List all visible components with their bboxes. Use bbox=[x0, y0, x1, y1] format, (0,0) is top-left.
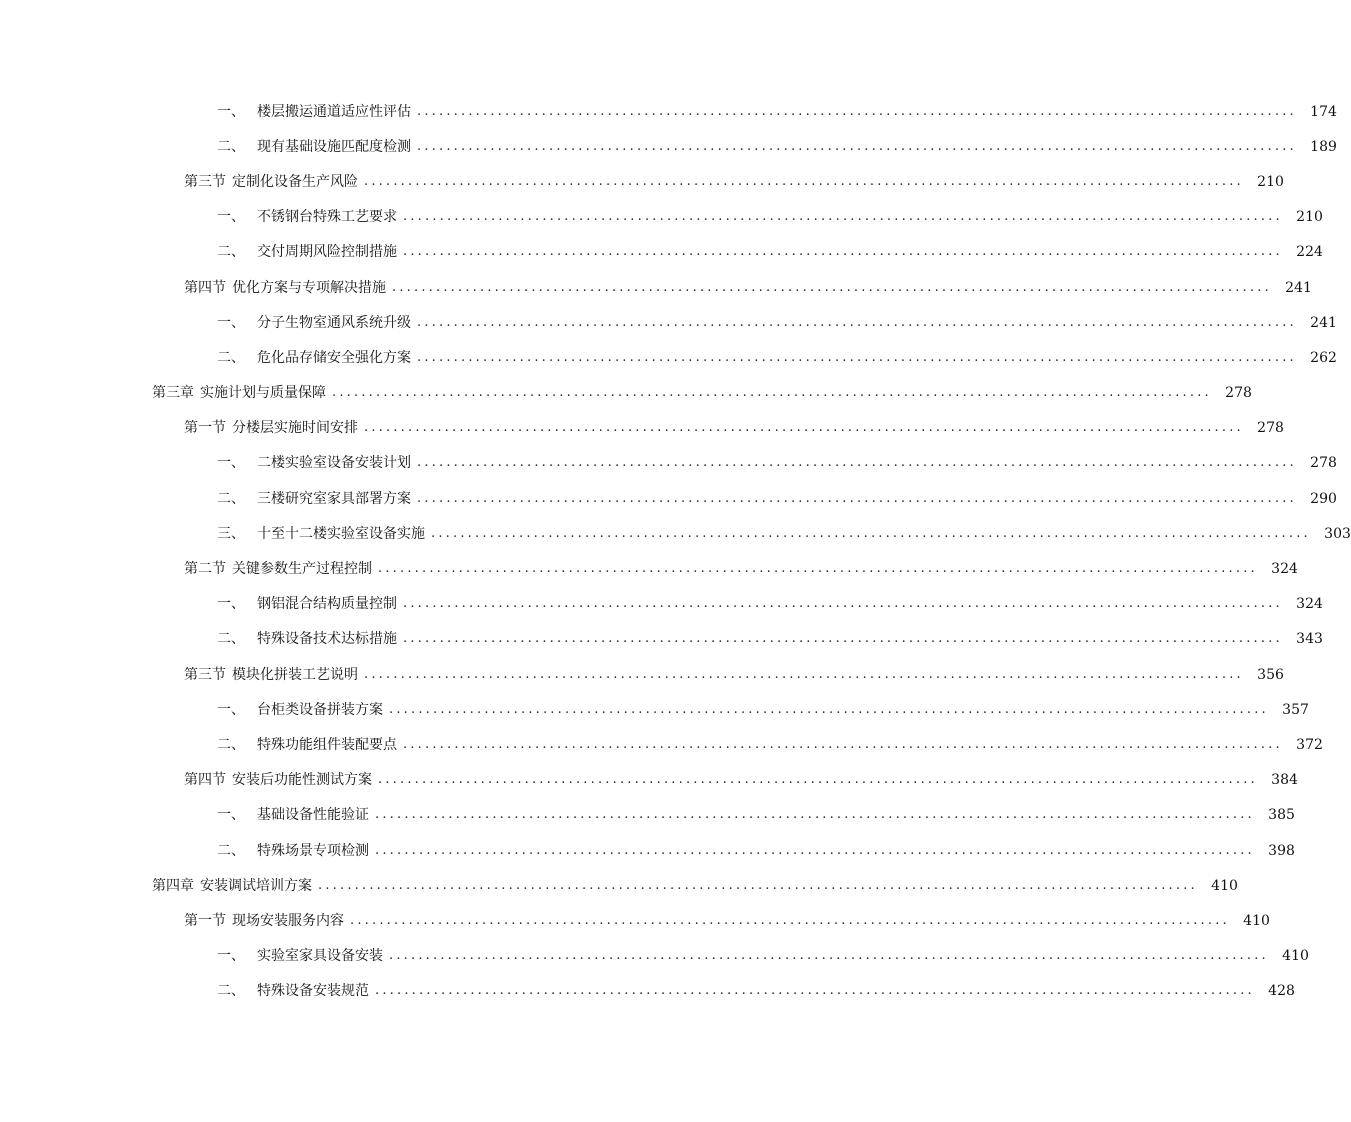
dot-leader: ........................................................................................................................ bbox=[389, 701, 1269, 717]
toc-entry-number: 第二节 bbox=[184, 561, 226, 578]
toc-entry bbox=[0, 763, 1298, 798]
toc-entry-number: 一、 bbox=[217, 701, 245, 718]
toc-entry-title: 特殊功能组件装配要点 bbox=[257, 736, 397, 753]
toc-entry bbox=[0, 551, 1298, 586]
toc-entry-title: 三楼研究室家具部署方案 bbox=[257, 490, 411, 507]
toc-entry-page-number: 398 bbox=[1268, 842, 1295, 859]
toc-entry-title: 楼层搬运通道适应性评估 bbox=[257, 103, 411, 120]
toc-entry-page-number: 210 bbox=[1257, 173, 1284, 190]
toc-entry-title: 台柜类设备拼装方案 bbox=[257, 701, 383, 718]
dot-leader: ........................................................................................................................ bbox=[403, 596, 1283, 612]
toc-entry-page-number: 174 bbox=[1310, 103, 1337, 120]
toc-entry bbox=[0, 305, 1337, 340]
dot-leader: ........................................................................................................................ bbox=[403, 209, 1283, 225]
toc-entry-title: 关键参数生产过程控制 bbox=[232, 561, 372, 578]
toc-entry-page-number: 410 bbox=[1282, 948, 1309, 965]
toc-entry-page-number: 278 bbox=[1310, 455, 1337, 472]
toc-entry-page-number: 290 bbox=[1310, 490, 1337, 507]
toc-entry-title: 定制化设备生产风险 bbox=[232, 173, 358, 190]
toc-entry bbox=[0, 939, 1309, 974]
toc-entry-number: 二、 bbox=[217, 983, 245, 1000]
toc-entry-number: 第一节 bbox=[184, 912, 226, 929]
toc-entry bbox=[0, 481, 1337, 516]
dot-leader: ........................................................................................................................ bbox=[417, 314, 1297, 330]
toc-entry-title: 特殊场景专项检测 bbox=[257, 842, 369, 859]
toc-entry bbox=[0, 622, 1323, 657]
toc-entry-title: 优化方案与专项解决措施 bbox=[232, 279, 386, 296]
toc-entry-page-number: 210 bbox=[1296, 209, 1323, 226]
dot-leader: ........................................................................................................................ bbox=[350, 912, 1230, 928]
toc-entry bbox=[0, 692, 1309, 727]
dot-leader: ........................................................................................................................ bbox=[417, 349, 1297, 365]
toc-entry bbox=[0, 411, 1284, 446]
dot-leader: ........................................................................................................................ bbox=[417, 455, 1297, 471]
toc-entry-number: 二、 bbox=[217, 349, 245, 366]
toc-entry-number: 二、 bbox=[217, 138, 245, 155]
dot-leader: ........................................................................................................................ bbox=[332, 385, 1212, 401]
toc-entry-page-number: 241 bbox=[1285, 279, 1312, 296]
toc-entry-page-number: 384 bbox=[1271, 772, 1298, 789]
toc-entry bbox=[0, 657, 1284, 692]
toc-entry-title: 实验室家具设备安装 bbox=[257, 948, 383, 965]
toc-entry-number: 一、 bbox=[217, 103, 245, 120]
dot-leader: ........................................................................................................................ bbox=[364, 173, 1244, 189]
dot-leader: ........................................................................................................................ bbox=[392, 279, 1272, 295]
toc-entry-number: 一、 bbox=[217, 948, 245, 965]
toc-entry-title: 现有基础设施匹配度检测 bbox=[257, 138, 411, 155]
toc-entry-title: 交付周期风险控制措施 bbox=[257, 244, 397, 261]
dot-leader: ........................................................................................................................ bbox=[318, 877, 1198, 893]
toc-entry-page-number: 428 bbox=[1268, 983, 1295, 1000]
toc-entry bbox=[0, 270, 1312, 305]
toc-entry-title: 钢铝混合结构质量控制 bbox=[257, 596, 397, 613]
toc-entry bbox=[0, 868, 1238, 903]
dot-leader: ........................................................................................................................ bbox=[403, 736, 1283, 752]
toc-entry bbox=[0, 94, 1337, 129]
dot-leader: ........................................................................................................................ bbox=[364, 420, 1244, 436]
toc-entry-title: 特殊设备安装规范 bbox=[257, 983, 369, 1000]
toc-entry-page-number: 324 bbox=[1296, 596, 1323, 613]
dot-leader: ........................................................................................................................ bbox=[378, 772, 1258, 788]
toc-entry-number: 第四节 bbox=[184, 279, 226, 296]
toc-entry-title: 现场安装服务内容 bbox=[232, 912, 344, 929]
toc-entry-number: 第三节 bbox=[184, 666, 226, 683]
toc-entry bbox=[0, 727, 1323, 762]
toc-entry bbox=[0, 376, 1252, 411]
toc-entry-page-number: 189 bbox=[1310, 138, 1337, 155]
toc-entry-page-number: 262 bbox=[1310, 349, 1337, 366]
toc-entry-page-number: 278 bbox=[1225, 385, 1252, 402]
dot-leader: ........................................................................................................................ bbox=[375, 983, 1255, 999]
toc-entry-title: 基础设备性能验证 bbox=[257, 807, 369, 824]
toc-entry-page-number: 410 bbox=[1211, 877, 1238, 894]
toc-entry bbox=[0, 446, 1337, 481]
dot-leader: ........................................................................................................................ bbox=[403, 631, 1283, 647]
dot-leader: ........................................................................................................................ bbox=[364, 666, 1244, 682]
toc-entry-number: 一、 bbox=[217, 807, 245, 824]
dot-leader: ........................................................................................................................ bbox=[378, 561, 1258, 577]
dot-leader: ........................................................................................................................ bbox=[417, 138, 1297, 154]
toc-entry bbox=[0, 833, 1295, 868]
dot-leader: ........................................................................................................................ bbox=[389, 948, 1269, 964]
toc-entry-title: 安装调试培训方案 bbox=[200, 877, 312, 894]
toc-entry-number: 第三章 bbox=[152, 385, 194, 402]
toc-entry-number: 第四节 bbox=[184, 772, 226, 789]
toc-entry-number: 二、 bbox=[217, 244, 245, 261]
toc-entry bbox=[0, 903, 1270, 938]
toc-entry-page-number: 356 bbox=[1257, 666, 1284, 683]
toc-entry bbox=[0, 129, 1337, 164]
toc-entry-page-number: 385 bbox=[1268, 807, 1295, 824]
toc-entry-page-number: 410 bbox=[1243, 912, 1270, 929]
toc-entry-page-number: 343 bbox=[1296, 631, 1323, 648]
toc-entry-title: 危化品存储安全强化方案 bbox=[257, 349, 411, 366]
table-of-contents bbox=[0, 94, 1351, 1009]
toc-entry-number: 二、 bbox=[217, 490, 245, 507]
toc-entry bbox=[0, 200, 1323, 235]
toc-entry-title: 分子生物室通风系统升级 bbox=[257, 314, 411, 331]
toc-entry-title: 分楼层实施时间安排 bbox=[232, 420, 358, 437]
toc-entry bbox=[0, 798, 1295, 833]
toc-entry-page-number: 278 bbox=[1257, 420, 1284, 437]
toc-entry-title: 二楼实验室设备安装计划 bbox=[257, 455, 411, 472]
dot-leader: ........................................................................................................................ bbox=[431, 525, 1311, 541]
toc-entry bbox=[0, 340, 1337, 375]
toc-entry-page-number: 303 bbox=[1324, 525, 1351, 542]
toc-entry-page-number: 241 bbox=[1310, 314, 1337, 331]
toc-entry bbox=[0, 974, 1295, 1009]
dot-leader: ........................................................................................................................ bbox=[403, 244, 1283, 260]
toc-entry-number: 一、 bbox=[217, 455, 245, 472]
toc-entry-title: 实施计划与质量保障 bbox=[200, 385, 326, 402]
toc-entry bbox=[0, 587, 1323, 622]
toc-entry bbox=[0, 516, 1351, 551]
toc-entry-number: 一、 bbox=[217, 314, 245, 331]
toc-entry-number: 一、 bbox=[217, 209, 245, 226]
toc-entry bbox=[0, 164, 1284, 199]
toc-entry-title: 安装后功能性测试方案 bbox=[232, 772, 372, 789]
toc-entry-number: 一、 bbox=[217, 596, 245, 613]
dot-leader: ........................................................................................................................ bbox=[417, 103, 1297, 119]
toc-entry-number: 第四章 bbox=[152, 877, 194, 894]
toc-entry-page-number: 324 bbox=[1271, 561, 1298, 578]
toc-entry-title: 特殊设备技术达标措施 bbox=[257, 631, 397, 648]
toc-entry-title: 十至十二楼实验室设备实施 bbox=[257, 525, 425, 542]
toc-entry bbox=[0, 235, 1323, 270]
toc-entry-number: 二、 bbox=[217, 736, 245, 753]
toc-entry-title: 不锈钢台特殊工艺要求 bbox=[257, 209, 397, 226]
dot-leader: ........................................................................................................................ bbox=[375, 807, 1255, 823]
toc-entry-page-number: 224 bbox=[1296, 244, 1323, 261]
toc-entry-number: 第三节 bbox=[184, 173, 226, 190]
toc-entry-number: 第一节 bbox=[184, 420, 226, 437]
toc-entry-title: 模块化拼装工艺说明 bbox=[232, 666, 358, 683]
toc-entry-number: 三、 bbox=[217, 525, 245, 542]
dot-leader: ........................................................................................................................ bbox=[417, 490, 1297, 506]
dot-leader: ........................................................................................................................ bbox=[375, 842, 1255, 858]
toc-entry-page-number: 357 bbox=[1282, 701, 1309, 718]
toc-entry-page-number: 372 bbox=[1296, 736, 1323, 753]
toc-entry-number: 二、 bbox=[217, 631, 245, 648]
toc-entry-number: 二、 bbox=[217, 842, 245, 859]
